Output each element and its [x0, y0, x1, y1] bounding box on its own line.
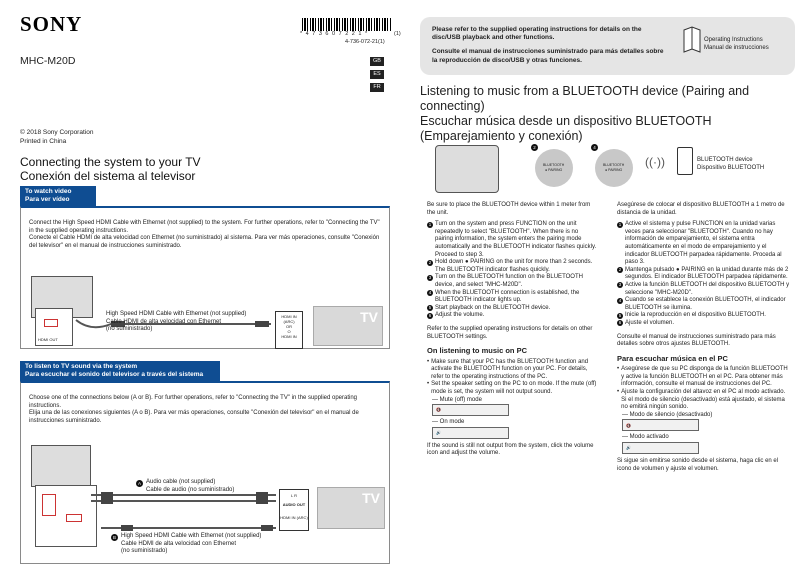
sound-bar — [20, 361, 220, 381]
bluetooth-illustration — [427, 141, 797, 195]
video-bar-es: Para ver vídeo — [25, 196, 70, 203]
title-en: Connecting the system to your TV — [20, 155, 201, 169]
ill-step-2: 2 — [531, 144, 538, 151]
hdmi-cable-label-3: (no suministrado) — [121, 548, 168, 555]
audio-cable-label — [136, 479, 234, 494]
es-end: Si sigue sin emitirse sonido desde el sistema, haga clic en el icono de volumen y ajuste el volumen. — [617, 458, 779, 472]
lang-tab-es: ES — [370, 70, 384, 79]
op-label-en: Operating Instructions — [704, 37, 763, 43]
es-step-6-text: Ajuste el volumen. — [625, 319, 675, 326]
audio-cable-label-2: Cable de audio (no suministrado) — [146, 486, 235, 493]
bluetooth-indicator-zoom — [595, 149, 633, 187]
lang-tab-gb: GB — [370, 57, 384, 66]
sound-text — [21, 383, 389, 425]
en-step-4 — [427, 290, 597, 305]
bt-button-text: BLUETOOTH — [543, 163, 565, 167]
bluetooth-button-zoom — [535, 149, 573, 187]
hdmi-cable-label-1: High Speed HDMI Cable with Ethernet (not supplied) — [121, 533, 262, 539]
es-pc-bullet-2-text: Ajuste la configuración del altavoz en el PC al modo activado. Si el modo de silencio (desactivado) está ajustado, el sistema no emitirá ningún sonido. — [621, 389, 786, 411]
port-hdmi-arc: HDMI IN (ARC) — [281, 314, 297, 324]
es-step-6-num: 6 — [618, 320, 622, 326]
audio-in-port-icon — [42, 494, 56, 516]
es-step-6 — [617, 320, 792, 328]
en-intro: Be sure to place the BLUETOOTH device within 1 meter from the unit. — [427, 202, 591, 216]
unit-hdmi-out: HDMI OUT — [38, 337, 58, 342]
port-audio-out: AUDIO OUT — [282, 502, 306, 507]
en-refer: Refer to the supplied operating instructions for details on other BLUETOOTH settings. — [427, 325, 593, 340]
en-step-2-num: 2 — [428, 259, 432, 265]
es-mute-label: — Modo de silencio (desactivado) — [622, 411, 713, 418]
info-note-text — [432, 26, 667, 65]
lang-tab-fr: FR — [370, 83, 384, 92]
smartphone-icon — [677, 147, 693, 175]
model-name: MHC-M20D — [20, 55, 76, 67]
en-on-label: — On mode — [432, 419, 465, 426]
en-pc-bullet-2: • Set the speaker setting on the PC to on mode. If the mute (off) mode is set, the system will not output sound. — [427, 381, 597, 396]
es-step-3-num: 3 — [618, 282, 622, 288]
es-step-5-text: Inicie la reproducción en el dispositivo BLUETOOTH. — [625, 312, 766, 319]
es-step-1-num: 1 — [618, 221, 622, 227]
device-label-es: Dispositivo BLUETOOTH — [697, 164, 765, 171]
es-step-4-num: 4 — [618, 297, 622, 303]
es-pc-bullet-2: • Ajuste la configuración del altavoz en el PC al modo activado. Si el modo de silencio (desactivado) está ajustado, el sistema no emitirá ningún sonido. — [617, 389, 792, 412]
en-step-3-text: Turn on the BLUETOOTH function on the BLUETOOTH device, and select "MHC-M20D". — [435, 274, 583, 288]
en-step-4-num: 4 — [428, 290, 432, 296]
stereo-unit-illustration — [435, 145, 499, 193]
en-end: If the sound is still not output from the system, click the volume icon and adjust the volume. — [427, 442, 594, 457]
en-step-5 — [427, 305, 597, 313]
copyright: © 2018 Sony Corporation — [20, 129, 94, 136]
wireless-waves-icon: ((·)) — [645, 155, 665, 169]
tv-port-panel-2 — [279, 489, 309, 531]
port-lr: L R — [290, 493, 298, 498]
bt-indicator-pairing: ● PAIRING — [605, 167, 623, 172]
sound-bar-es: Para escuchar el sonido del televisor a través del sistema — [25, 371, 204, 378]
en-step-5-text: Start playback on the BLUETOOTH device. — [435, 304, 551, 311]
device-label — [697, 157, 764, 172]
ill-step-4: 4 — [591, 144, 598, 151]
on-mode-bar — [432, 427, 509, 439]
right-title-es: Escuchar música desde un dispositivo BLUETOOTH (Emparejamiento y conexión) — [420, 114, 712, 143]
en-step-1-text: Turn on the system and press FUNCTION on the unit repeatedly to select "BLUETOOTH". When there is no pairing information, the system enters the pairing mode automatically and the BLUETOOTH indicator flashes quickly. Proceed to step 3. — [435, 221, 597, 258]
tv-label: TV — [360, 309, 378, 325]
en-pc-bullet-2-text: Set the speaker setting on the PC to on mode. If the mute (off) mode is set, the system will not output sound. — [431, 381, 597, 396]
part-number: 4-736-072-21(1) — [345, 39, 385, 45]
left-title — [20, 155, 390, 183]
barcode-text: * 4 7 3 6 0 7 2 2 1 * — [300, 31, 369, 37]
en-step-5-num: 5 — [428, 305, 432, 311]
note-es: Consulte el manual de instrucciones suministrado para más detalles sobre la reproducción de disco/USB y otras funciones. — [432, 48, 664, 64]
title-es: Conexión del sistema al televisor — [20, 169, 196, 183]
es-step-5 — [617, 312, 792, 320]
hdmi-port-icon — [44, 319, 58, 327]
en-pc-bullet-1-text: Make sure that your PC has the BLUETOOTH function and activate the BLUETOOTH function on your PC. For details, refer to the operating instructions of the PC. — [431, 358, 589, 380]
en-mute-label: — Mute (off) mode — [432, 396, 482, 403]
es-step-3 — [617, 282, 792, 297]
en-step-3 — [427, 274, 597, 289]
video-bar — [20, 186, 96, 206]
mute-mode-bar — [432, 404, 509, 416]
en-step-6-num: 6 — [428, 312, 432, 318]
bt-pairing-text: ● PAIRING — [545, 167, 563, 172]
barcode-number: (1) — [394, 31, 401, 37]
speaker-on-icon: 🔊 — [436, 430, 441, 436]
es-speaker-on-icon: 🔊 — [626, 445, 631, 451]
badge-a: A — [137, 480, 141, 486]
es-step-4 — [617, 297, 792, 312]
spanish-column — [617, 202, 792, 473]
badge-b: B — [112, 534, 116, 540]
book-icon — [682, 26, 702, 54]
es-mute-mode-bar — [622, 419, 699, 431]
port-hdmi-in: HDMI IN — [281, 334, 297, 339]
video-cable-label-1: High Speed HDMI Cable with Ethernet (not supplied) — [106, 311, 247, 317]
en-step-6 — [427, 312, 597, 320]
tv-illustration-2 — [317, 487, 385, 529]
es-on-mode-bar — [622, 442, 699, 454]
bt-indicator-text: BLUETOOTH — [603, 163, 625, 167]
en-step-2-text: Hold down ● PAIRING on the unit for more than 2 seconds. The BLUETOOTH indicator flashes quickly. — [435, 259, 593, 273]
en-step-6-text: Adjust the volume. — [435, 312, 485, 319]
es-speaker-muted-icon: 🔇 — [626, 422, 631, 428]
es-on-label: — Modo activado — [622, 434, 669, 441]
es-step-1 — [617, 221, 792, 267]
es-refer: Consulte el manual de instrucciones suministrado para más detalles sobre otros ajustes BLUETOOTH. — [617, 333, 776, 348]
video-section — [20, 186, 390, 349]
note-en: Please refer to the supplied operating instructions for details on the disc/USB playback and other functions. — [432, 26, 642, 42]
es-pc-title: Para escuchar música en el PC — [617, 353, 728, 363]
sound-bar-en: To listen to TV sound via the system — [25, 363, 138, 370]
en-pc-bullet-1: • Make sure that your PC has the BLUETOOTH function and activate the BLUETOOTH function on your PC. For details, refer to the operating instructions of the PC. — [427, 359, 597, 382]
english-column — [427, 202, 597, 458]
es-pc-bullet-1-text: Asegúrese de que su PC disponga de la función BLUETOOTH y active la función BLUETOOTH en el PC. Para obtener más información, consulte el manual de instrucciones del PC. — [621, 366, 788, 388]
language-tabs — [370, 57, 384, 96]
en-step-1-num: 1 — [428, 221, 432, 227]
en-step-3-num: 3 — [428, 274, 432, 280]
sound-box — [20, 381, 390, 564]
es-step-4-text: Cuando se establece la conexión BLUETOOTH, el indicador BLUETOOTH se ilumina. — [625, 297, 786, 311]
sound-section — [20, 361, 390, 564]
device-label-en: BLUETOOTH device — [697, 157, 753, 163]
sound-text-es: Elija una de las conexiones siguientes (A o B). Para ver más operaciones, consulte "Conexión del televisor" en el manual de instrucciones suministrado. — [29, 410, 359, 424]
tv-illustration — [313, 306, 383, 346]
video-cable-label-2: Cable HDMI de alta velocidad con Ethernet — [106, 318, 222, 325]
port-o: O — [287, 329, 291, 334]
right-title — [420, 84, 795, 144]
video-box — [20, 206, 390, 349]
video-bar-en: To watch video — [25, 188, 72, 195]
barcode — [302, 18, 392, 31]
hdmi-cable-label-2: Cable HDMI de alta velocidad con Ethernet — [121, 540, 237, 547]
en-step-2 — [427, 259, 597, 274]
es-step-2-num: 2 — [618, 267, 622, 273]
bt-button-label — [543, 163, 564, 172]
video-text — [21, 208, 389, 250]
video-text-en: Connect the High Speed HDMI Cable with Ethernet (not supplied) to the system. For further operations, refer to "Connecting the TV" in the supplied operating instructions. — [29, 220, 380, 234]
en-step-4-text: When the BLUETOOTH connection is established, the BLUETOOTH indicator lights up. — [435, 289, 580, 304]
tv-port-panel — [275, 311, 303, 349]
video-text-es: Conecte el Cable HDMI de alta velocidad con Ethernet (no suministrado) al sistema. Para ver más operaciones, consulte "Conexión del televisor" en el manual de instrucciones suministrado. — [29, 235, 380, 249]
hdmi-cable-label — [111, 533, 261, 556]
es-step-5-num: 5 — [618, 312, 622, 318]
unit-back-panel — [35, 308, 73, 346]
en-step-1 — [427, 221, 597, 259]
sound-text-en: Choose one of the connections below (A or B). For further operations, refer to "Connecting the TV" in the supplied operating instructions. — [29, 395, 358, 409]
en-pc-title: On listening to music on PC — [427, 346, 528, 356]
op-instructions-label — [704, 37, 769, 52]
bt-indicator-label — [603, 163, 624, 172]
video-cable-label — [106, 311, 246, 334]
copyright-block — [20, 128, 93, 146]
es-intro: Asegúrese de colocar el dispositivo BLUETOOTH a 1 metro de distancia de la unidad. — [617, 202, 785, 216]
printed-in: Printed in China — [20, 138, 67, 145]
speaker-muted-icon: 🔇 — [436, 407, 441, 413]
op-label-es: Manual de instrucciones — [704, 44, 769, 51]
audio-cable-label-1: Audio cable (not supplied) — [146, 479, 216, 485]
port-or: OR — [286, 324, 292, 329]
es-pc-bullet-1: • Asegúrese de que su PC disponga de la función BLUETOOTH y active la función BLUETOOTH en el PC. Para obtener más información, consulte el manual de instrucciones del PC. — [617, 366, 792, 389]
es-step-2 — [617, 267, 792, 282]
hdmi-out-port-icon — [66, 514, 82, 522]
unit-illustration-2 — [31, 445, 91, 487]
port-hdmi-in-arc: HDMI IN (ARC) — [280, 515, 308, 520]
es-step-1-text: Active el sistema y pulse FUNCTION en la unidad varias veces para seleccionar "BLUETOOTH". Cuando no hay información de emparejamiento, el sistema entra automáticamente en el modo de emparejamiento y el indicador BLUETOOTH parpadea rápidamente. Proceda al paso 3. — [625, 221, 782, 266]
tv-label-2: TV — [362, 490, 380, 506]
right-title-en: Listening to music from a BLUETOOTH device (Pairing and connecting) — [420, 84, 750, 113]
brand-logo: SONY — [20, 12, 83, 36]
es-step-3-text: Active la función BLUETOOTH del dispositivo BLUETOOTH y seleccione "MHC-M20D". — [625, 281, 790, 296]
video-cable-label-3: (no suministrado) — [106, 326, 153, 333]
es-step-2-text: Mantenga pulsado ● PAIRING en la unidad durante más de 2 segundos. El indicador BLUETOOTH parpadea rápidamente. — [625, 266, 789, 281]
